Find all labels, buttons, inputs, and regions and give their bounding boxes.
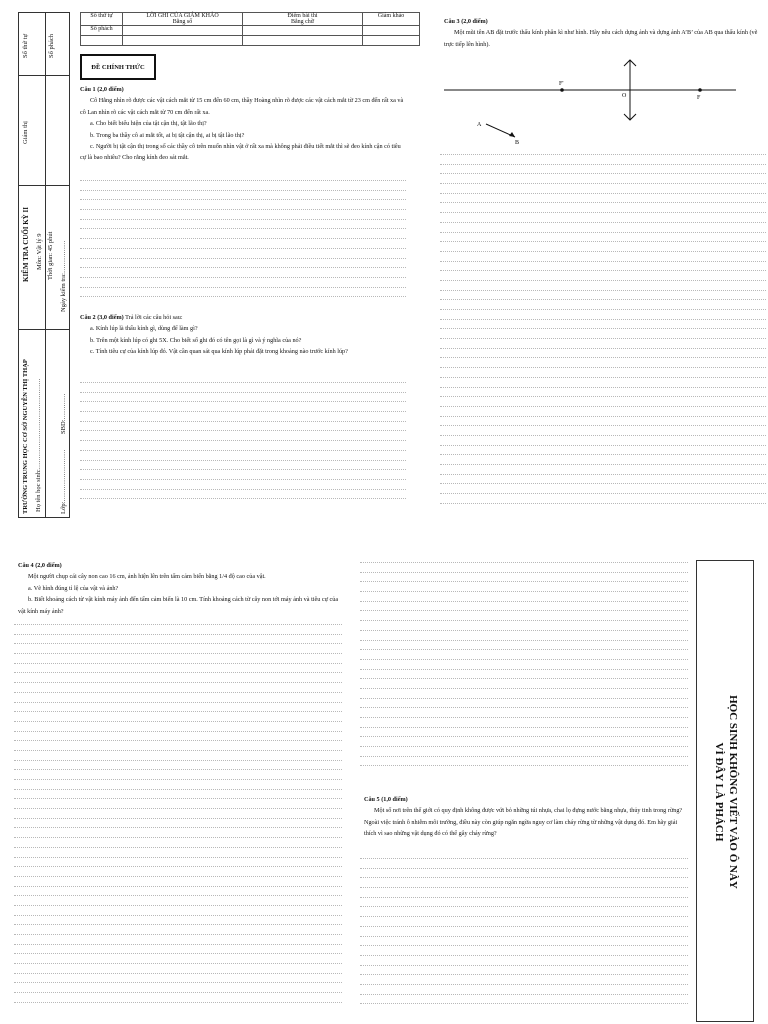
q5-heading: Câu 5 (1,0 điểm) [364, 796, 408, 803]
q3-answer-lines[interactable] [440, 154, 766, 512]
so-phach-label: Số phách [48, 33, 55, 58]
so-phach-cell: Số phách [81, 26, 123, 36]
so-thu-tu-label: Số thứ tự [22, 33, 29, 58]
examiner-table [80, 12, 420, 46]
class-field[interactable]: Lớp:…………………… [60, 449, 67, 514]
label-f-prime: F' [559, 81, 564, 87]
exam-title: KIỂM TRA CUỐI KỲ II [22, 207, 30, 282]
examiner-cell[interactable] [363, 26, 420, 36]
school-name: TRƯỜNG TRUNG HỌC CƠ SỞ NGUYỄN THỊ THẠP [22, 359, 29, 514]
q2-answer-lines[interactable] [80, 382, 406, 508]
exam-duration: Thời gian: 45 phút [47, 231, 54, 280]
q1-answer-lines[interactable] [80, 180, 406, 306]
label-a: A [477, 122, 482, 128]
giam-thi-label: Giám thị [22, 121, 29, 144]
q5-text: Một số nơi trên thế giới có quy định không được vứt bỏ những túi nhựa, chai lọ đựng nước bằng nhựa, thủy tinh trong rừng? Ngoài việc tránh ô nhiễm môi trường, điều này còn giúp ngăn ngừa nguy cơ làm cháy rừng từ những vật dụng đó. Em hãy giải thích vì sao những vật dụng đó có thể gây cháy rừng? [364, 807, 683, 838]
no-write-line-1: HỌC SINH KHÔNG VIẾT VÀO Ô NÀY [727, 695, 739, 889]
official-exam-label: ĐỀ CHÍNH THỨC [80, 54, 156, 80]
q2-heading-rest: Trả lời các câu hỏi sau: [125, 314, 183, 321]
no-write-line-2: VÌ ĐÂY LÀ PHÁCH [713, 742, 725, 842]
q4-heading: Câu 4 (2,0 điểm) [18, 562, 62, 569]
q1-intro: Cô Hằng nhìn rõ được các vật cách mắt từ 15 cm đến 60 cm, thầy Hoàng nhìn rõ được các vật cách mắt từ 23 cm đến rất xa và cô Lan nhìn rõ các vật cách mắt từ 70 cm đến rất xa. [80, 97, 404, 116]
sbd-field[interactable]: SBD:………… [60, 393, 67, 434]
stt-cell: Số thứ tự [81, 13, 123, 26]
exam-date: Ngày kiểm tra:…………… [60, 240, 67, 312]
question-2 [80, 312, 406, 358]
q2-part-a: a. Kính lúp là thấu kính gì, dùng để làm gì? [90, 325, 198, 333]
q4-intro: Một người chụp cái cây non cao 16 cm, ảnh hiện lên trên tấm cảm biến bằng 1/4 độ cao của vật. [28, 573, 266, 581]
label-b: B [515, 140, 520, 146]
score-number-cell[interactable] [123, 26, 243, 36]
q1-part-b: b. Trong ba thầy cô ai mắt tốt, ai bị tật cận thị, ai bị tật lão thị? [90, 131, 245, 139]
q4-part-a: a. Vẽ hình đúng tỉ lệ của vật và ảnh? [28, 584, 119, 592]
q5-answer-lines[interactable] [360, 858, 688, 1013]
score-words-cell[interactable] [243, 26, 363, 36]
comment-header: LỜI GHI CỦA GIÁM KHẢO Bằng số [123, 13, 243, 26]
question-5 [364, 794, 686, 840]
q2-heading: Câu 2 (3,0 điểm) [80, 314, 124, 321]
exam-subject: Môn: Vật lý 9 [36, 233, 43, 270]
focal-point-f-prime [560, 88, 564, 92]
question-4 [18, 560, 340, 617]
question-1 [80, 84, 406, 164]
q2-part-c: c. Tính tiêu cự của kính lúp đó. Vật cần quan sát qua kính lúp phải đặt trong khoảng nào trước kính lúp? [90, 348, 348, 356]
q2-part-b: b. Trên một kính lúp có ghi 5X. Cho biết số ghi đó có tên gọi là gì và ý nghĩa của nó? [90, 336, 302, 344]
label-o: O [622, 93, 627, 99]
score-header: Điểm bài thi Bằng chữ [243, 13, 363, 26]
focal-point-f [698, 88, 702, 92]
student-name-field[interactable]: Họ tên học sinh:…………………………………… [35, 378, 42, 512]
q1-heading: Câu 1 (2,0 điểm) [80, 86, 124, 93]
continuation-answer-lines[interactable] [360, 562, 688, 775]
q1-part-c: c. Người bị tật cận thị trong số các thầy cô trên muốn nhìn vật ở rất xa mà không phải điều tiết mắt thì sẽ đeo kính cận có tiêu cự là bao nhiêu? Cho rằng kính đeo sát mắt. [80, 143, 401, 162]
question-3 [444, 16, 766, 50]
examiner-header: Giám khảo [363, 13, 420, 26]
q3-heading: Câu 3 (2,0 điểm) [444, 18, 488, 25]
lens-diagram [440, 56, 740, 151]
label-f: F [697, 95, 701, 101]
no-write-box [696, 560, 754, 1022]
q1-part-a: a. Cho biết biểu hiện của tật cận thị, tật lão thị? [90, 120, 207, 128]
q3-text: Một mũi tên AB đặt trước thấu kính phân kì như hình. Hãy nêu cách dựng ảnh và dựng ảnh A’B’ của AB qua thấu kính (vẽ trực tiếp lên hình). [444, 29, 758, 48]
q4-part-b: b. Biết khoảng cách từ vật kính máy ảnh đến tấm cảm biến là 10 cm. Tính khoảng cách từ cây non tới máy ảnh và tiêu cự của vật kính máy ảnh? [18, 596, 339, 615]
q4-answer-lines[interactable] [14, 624, 342, 1012]
